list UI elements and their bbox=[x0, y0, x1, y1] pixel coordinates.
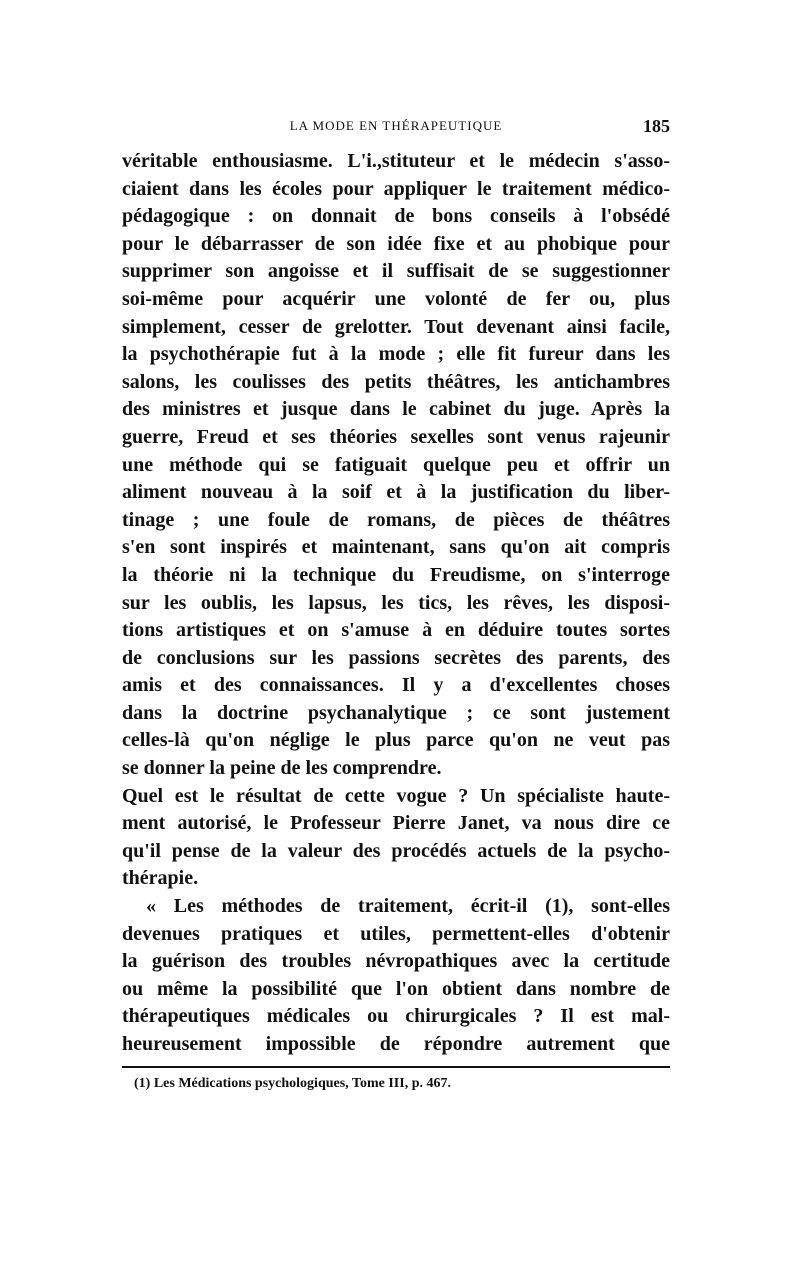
page-number: 185 bbox=[643, 116, 670, 136]
text-line: ou même la possibilité que l'on obtient dans nombre de bbox=[122, 977, 670, 1000]
text-line: Quel est le résultat de cette vogue ? Un spécialiste haute- bbox=[122, 784, 670, 807]
text-line: une méthode qui se fatiguait quelque peu et offrir un bbox=[122, 453, 670, 476]
text-line: tions artistiques et on s'amuse à en déduire toutes sortes bbox=[122, 619, 670, 642]
text-line: salons, les coulisses des petits théâtres, les antichambres bbox=[122, 370, 670, 393]
running-title: LA MODE EN THÉRAPEUTIQUE bbox=[289, 118, 503, 133]
text-line: la guérison des troubles névropathiques avec la certitude bbox=[122, 950, 670, 973]
text-line: la théorie ni la technique du Freudisme, on s'interroge bbox=[122, 563, 670, 586]
text-line: soi-même pour acquérir une volonté de fer ou, plus bbox=[122, 287, 670, 310]
text-line: thérapie. bbox=[122, 867, 199, 890]
text-line: pour le débarrasser de son idée fixe et au phobique pour bbox=[122, 232, 670, 255]
text-line: la psychothérapie fut à la mode ; elle fit fureur dans les bbox=[122, 343, 670, 366]
text-line: heureusement impossible de répondre autrement que bbox=[122, 1033, 670, 1055]
text-line: ciaient dans les écoles pour appliquer le traitement médico- bbox=[122, 177, 670, 200]
page-header bbox=[122, 116, 670, 140]
text-line: tinage ; une foule de romans, de pièces de théâtres bbox=[122, 508, 670, 531]
text-line: simplement, cesser de grelotter. Tout devenant ainsi facile, bbox=[122, 315, 670, 338]
text-line: celles-là qu'on néglige le plus parce qu'on ne veut pas bbox=[122, 729, 670, 752]
text-line: ment autorisé, le Professeur Pierre Janet, va nous dire ce bbox=[122, 812, 670, 835]
text-line: aliment nouveau à la soif et à la justification du liber- bbox=[122, 481, 670, 504]
text-line: véritable enthousiasme. L'i.,stituteur et le médecin s'asso- bbox=[122, 150, 670, 172]
text-line: se donner la peine de les comprendre. bbox=[122, 757, 442, 780]
body-text bbox=[122, 148, 670, 1059]
text-line: guerre, Freud et ses théories sexelles sont venus rajeunir bbox=[122, 425, 670, 448]
footnote: (1) Les Médications psychologiques, Tome III, p. 467. bbox=[134, 1076, 451, 1091]
text-line: qu'il pense de la valeur des procédés actuels de la psycho- bbox=[122, 839, 670, 862]
text-line: de conclusions sur les passions secrètes des parents, des bbox=[122, 646, 670, 669]
text-line: supprimer son angoisse et il suffisait de se suggestionner bbox=[122, 260, 670, 283]
text-line: amis et des connaissances. Il y a d'excellentes choses bbox=[122, 674, 670, 697]
text-line: devenues pratiques et utiles, permettent-elles d'obtenir bbox=[122, 922, 670, 945]
text-line: « Les méthodes de traitement, écrit-il (1), sont-elles bbox=[146, 895, 670, 918]
text-line: s'en sont inspirés et maintenant, sans qu'on ait compris bbox=[122, 536, 670, 559]
text-line: pédagogique : on donnait de bons conseils à l'obsédé bbox=[122, 205, 670, 228]
text-line: des ministres et jusque dans le cabinet du juge. Après la bbox=[122, 398, 670, 421]
footnote-rule bbox=[122, 1066, 670, 1068]
text-line: thérapeutiques médicales ou chirurgicales ? Il est mal- bbox=[122, 1005, 670, 1028]
text-line: dans la doctrine psychanalytique ; ce sont justement bbox=[122, 701, 670, 724]
text-line: sur les oublis, les lapsus, les tics, les rêves, les disposi- bbox=[122, 591, 670, 614]
